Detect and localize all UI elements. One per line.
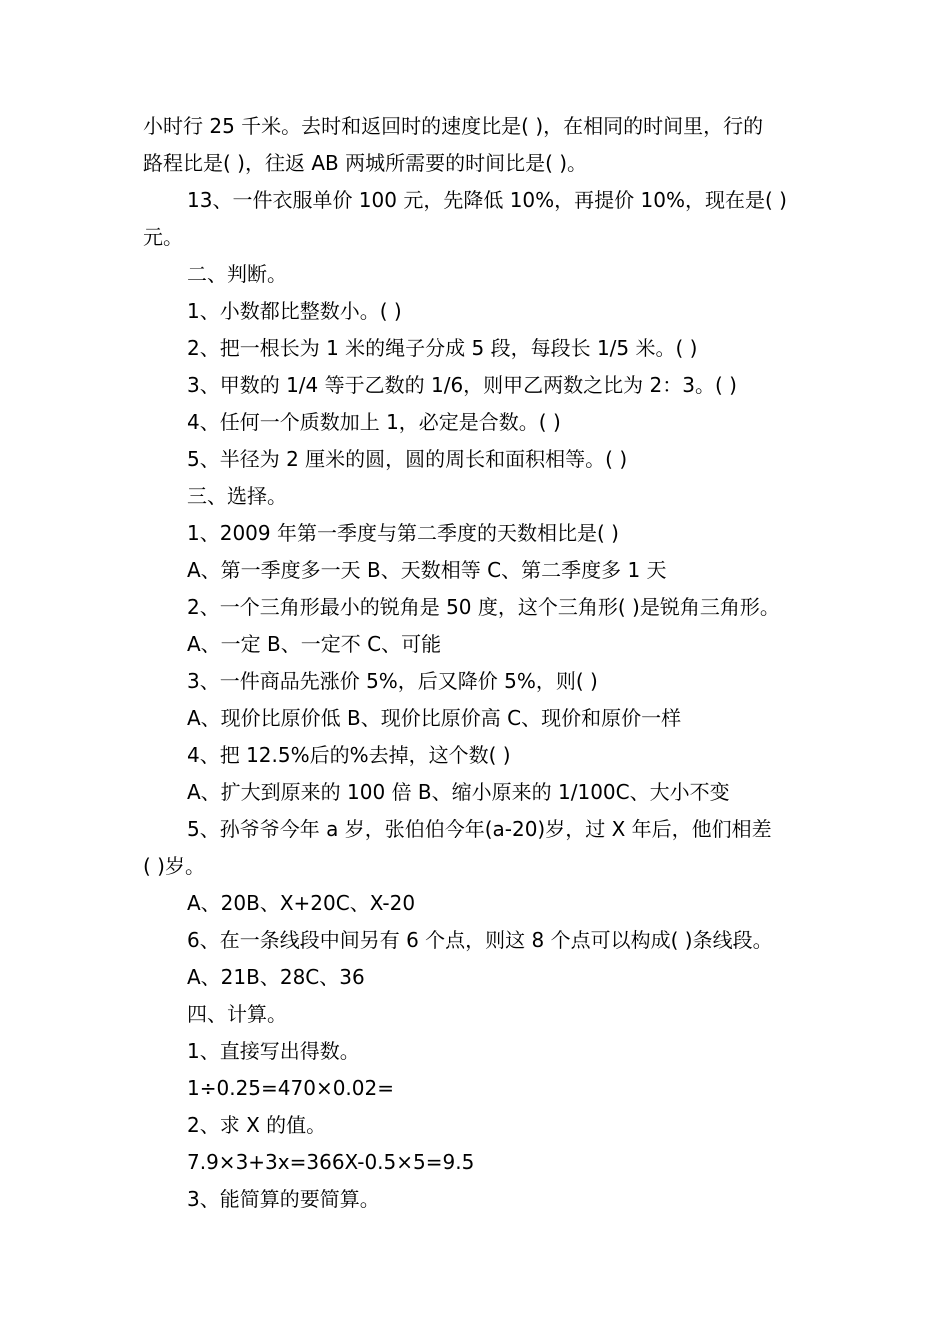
text-line: 4、把 12.5%后的%去掉，这个数( ) <box>187 743 511 767</box>
text-line: 3、能简算的要简算。 <box>187 1187 380 1211</box>
text-line: 1、2009 年第一季度与第二季度的天数相比是( ) <box>187 521 619 545</box>
text-line: A、第一季度多一天 B、天数相等 C、第二季度多 1 天 <box>187 558 667 582</box>
text-line: 4、任何一个质数加上 1，必定是合数。( ) <box>187 410 561 434</box>
text-line: A、扩大到原来的 100 倍 B、缩小原来的 1/100C、大小不变 <box>187 780 730 804</box>
text-line: 四、计算。 <box>187 1002 287 1026</box>
text-line: 二、判断。 <box>187 262 287 286</box>
text-line: A、现价比原价低 B、现价比原价高 C、现价和原价一样 <box>187 706 682 730</box>
text-line: 三、选择。 <box>187 484 287 508</box>
text-line: 1、直接写出得数。 <box>187 1039 360 1063</box>
document-body <box>143 108 823 1218</box>
text-line: 7.9×3+3x=366X-0.5×5=9.5 <box>187 1150 475 1174</box>
text-line: A、21B、28C、36 <box>187 965 365 989</box>
text-line: 5、孙爷爷今年 a 岁，张伯伯今年(a-20)岁，过 X 年后，他们相差 <box>187 817 772 841</box>
text-line: 2、求 X 的值。 <box>187 1113 327 1137</box>
text-line: 13、一件衣服单价 100 元，先降低 10%，再提价 10%，现在是( ) <box>187 188 787 212</box>
text-line: 5、半径为 2 厘米的圆，圆的周长和面积相等。( ) <box>187 447 628 471</box>
text-line: 1÷0.25=470×0.02= <box>187 1076 394 1100</box>
text-line: 1、小数都比整数小。( ) <box>187 299 402 323</box>
text-line: 2、一个三角形最小的锐角是 50 度，这个三角形( )是锐角三角形。 <box>187 595 780 619</box>
text-line: 3、甲数的 1/4 等于乙数的 1/6，则甲乙两数之比为 2：3。( ) <box>187 373 737 397</box>
text-line: 3、一件商品先涨价 5%，后又降价 5%，则( ) <box>187 669 598 693</box>
text-line: 小时行 25 千米。去时和返回时的速度比是( )，在相同的时间里，行的 <box>143 114 764 138</box>
text-line: 元。 <box>143 225 183 249</box>
text-line: A、20B、X+20C、X-20 <box>187 891 416 915</box>
text-line: 2、把一根长为 1 米的绳子分成 5 段，每段长 1/5 米。( ) <box>187 336 698 360</box>
text-line: 6、在一条线段中间另有 6 个点，则这 8 个点可以构成( )条线段。 <box>187 928 773 952</box>
text-line: ( )岁。 <box>143 854 205 878</box>
text-line: 路程比是( )，往返 AB 两城所需要的时间比是( )。 <box>143 151 588 175</box>
text-line: A、一定 B、一定不 C、可能 <box>187 632 442 656</box>
